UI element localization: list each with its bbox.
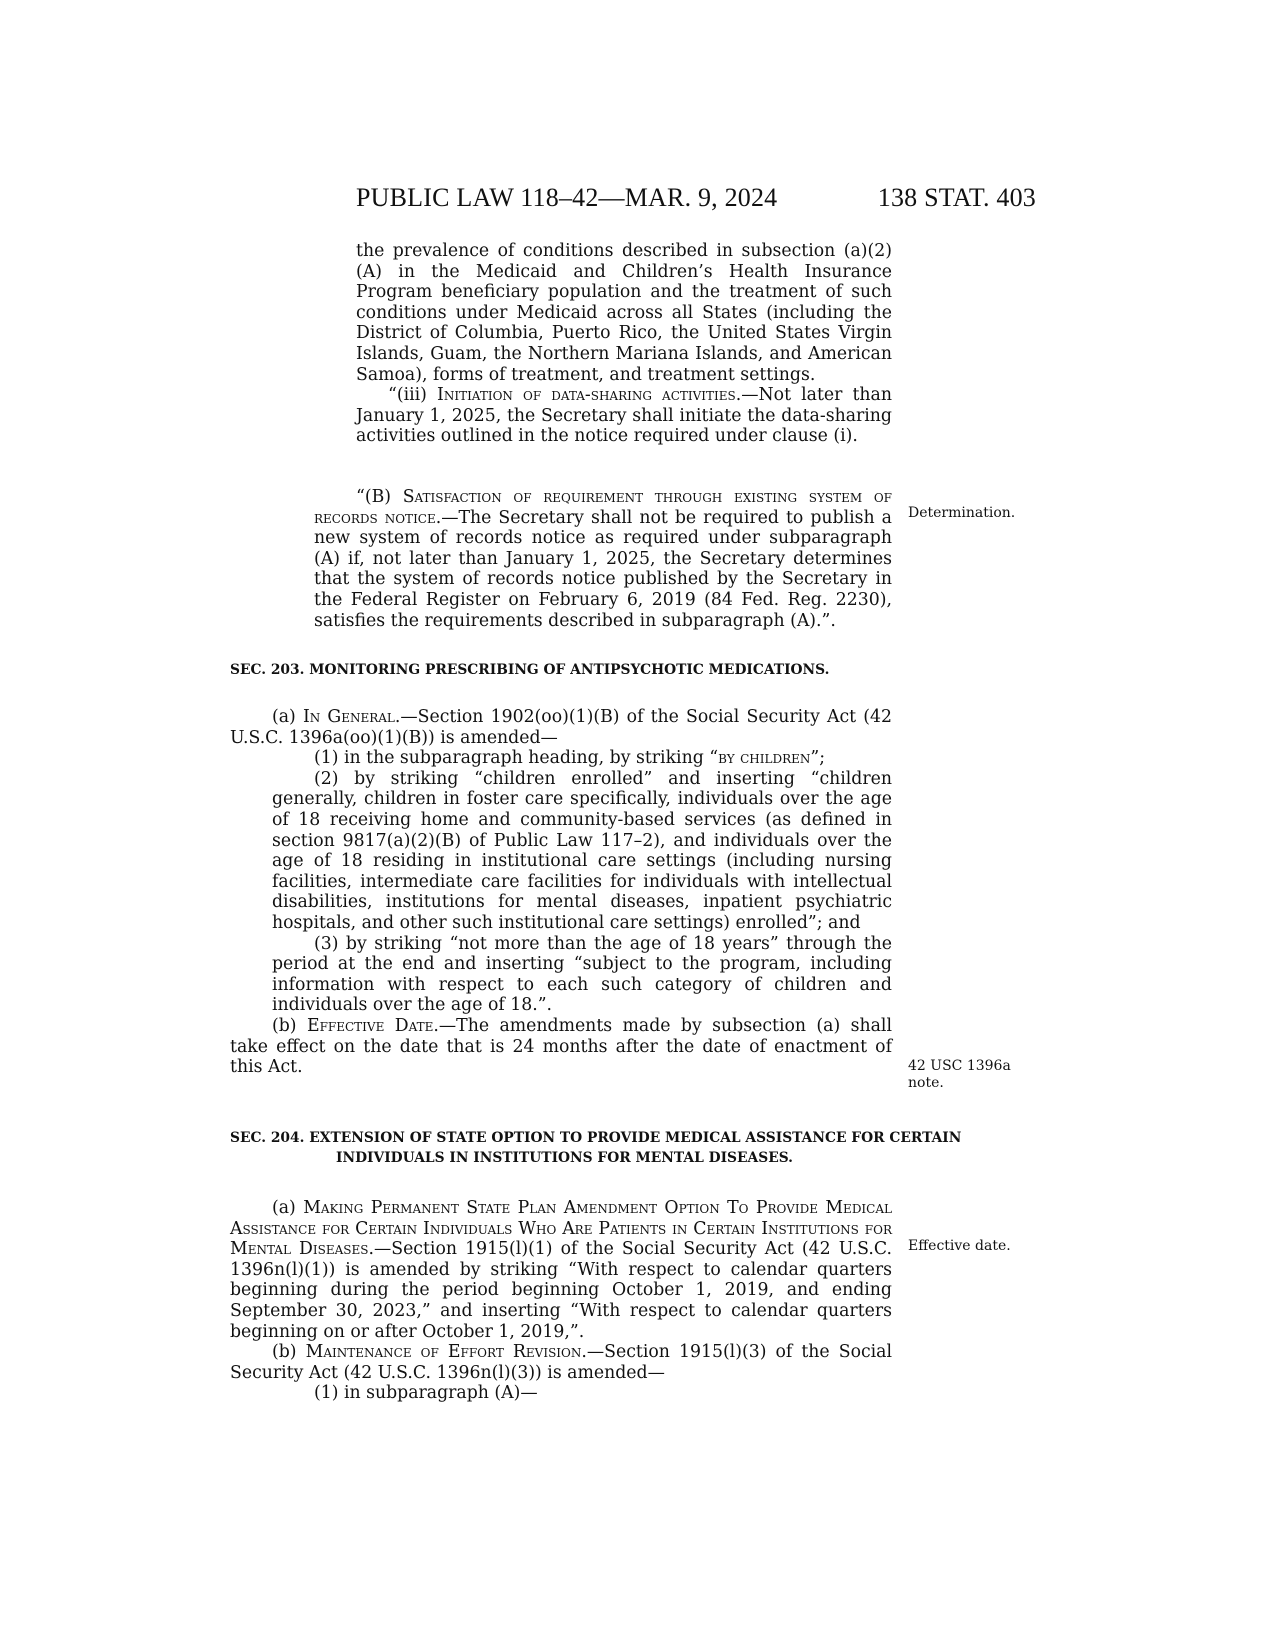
margin-note-effective-date: Effective date. (908, 1238, 1011, 1254)
margin-note-usc (908, 1058, 1011, 1092)
sec203-subsection-a: (a) In General.—Section 1902(oo)(1)(B) of the Social Security Act (42 U.S.C. 1396a(oo)(1)(B)) is amended— (230, 707, 892, 748)
margin-note-usc-line2: note. (908, 1075, 944, 1091)
sec203-a-heading: In General (302, 707, 395, 727)
section-204-title: SEC. 204. EXTENSION OF STATE OPTION TO PROVIDE MEDICAL ASSISTANCE FOR CERTAIN INDIVIDUALS IN INSTITUTIONS FOR MENTAL DISEASES. (230, 1130, 962, 1166)
running-head: PUBLIC LAW 118–42—MAR. 9, 2024 (356, 183, 778, 212)
margin-note-determination: Determination. (908, 505, 1016, 521)
sec204-subsection-a: (a) Making Permanent State Plan Amendment Option To Provide Medical Assistance for Certain Individuals Who Are Patients in Certain Institutions for Mental Diseases.—Section 1915(l)(1) of the Social Security Act (42 U.S.C. 1396n(l)(1)) is amended by striking “With respect to calendar quarters beginning during the period beginning October 1, 2019, and ending September 30, 2023,” and inserting “With respect to calendar quarters beginning on or after October 1, 2019,”. (230, 1198, 892, 1342)
clause-iii: “(iii) Initiation of data-sharing activities.—Not later than January 1, 2025, the Secretary shall initiate the data-sharing activities outlined in the notice required under clause (i). (356, 385, 892, 447)
sec203-item-3: (3) by striking “not more than the age of 18 years” through the period at the end and inserting “subject to the program, including information with respect to each such category of children and individuals over the age of 18.”. (272, 933, 892, 1016)
sec203-item-1: (1) in the subparagraph heading, by striking “by children”; (314, 748, 826, 769)
section-204-body (230, 1198, 892, 1404)
subparagraph-b-heading: Satisfaction of requirement through existing system of records notice (314, 487, 892, 528)
page-header (356, 183, 1036, 217)
sec203-item-2: (2) by striking “children enrolled” and inserting “children generally, children in foster care specifically, individuals over the age of 18 receiving home and community-based services (as defined in section 9817(a)(2)(B) of Public Law 117–2), and individuals over the age of 18 residing in institutional care settings (including nursing facilities, intermediate care facilities for individuals with intellectual disabilities, institutions for mental diseases, inpatient psychiatric hospitals, and other such institutional care settings) enrolled”; and (272, 768, 892, 933)
sec203-subsection-b: (b) Effective Date.—The amendments made by subsection (a) shall take effect on the date that is 24 months after the date of enactment of this Act. (230, 1015, 892, 1078)
sec203-b-heading: Effective Date (306, 1015, 434, 1036)
subparagraph-b: “(B) Satisfaction of requirement through existing system of records notice.—The Secretary shall not be required to publish a new system of records notice as required under subparagraph (A) if, not later than January 1, 2025, the Secretary determines that the system of records notice published by the Secretary in the Federal Register on February 6, 2019 (84 Fed. Reg. 2230), satisfies the requirements described in subparagraph (A).”. (314, 487, 892, 631)
clause-iii-heading: Initiation of data-sharing activities (437, 385, 736, 406)
sec204-a-heading: Making Permanent State Plan Amendment Option To Provide Medical Assistance for Certain Individuals Who Are Patients in Certain Institutions for Mental Diseases (230, 1198, 892, 1260)
stat-page-number: 138 STAT. 403 (877, 183, 1036, 212)
section-203-body (230, 707, 892, 1078)
margin-note-usc-line1: 42 USC 1396a (908, 1058, 1011, 1074)
sec204-item-1: (1) in subparagraph (A)— (314, 1383, 538, 1404)
section-203-title: SEC. 203. MONITORING PRESCRIBING OF ANTIPSYCHOTIC MEDICATIONS. (230, 662, 830, 678)
clause-ii-continuation: the prevalence of conditions described in subsection (a)(2)(A) in the Medicaid and Children’s Health Insurance Program beneficiary population and the treatment of such conditions under Medicaid across all States (including the District of Columbia, Puerto Rico, the United States Virgin Islands, Guam, the Northern Mariana Islands, and American Samoa), forms of treatment, and treatment settings. (356, 241, 892, 385)
sec204-b-heading: Maintenance of Effort Revision (305, 1342, 582, 1363)
sec204-subsection-b: (b) Maintenance of Effort Revision.—Section 1915(l)(3) of the Social Security Act (42 U.S.C. 1396n(l)(3)) is amended— (230, 1342, 893, 1383)
continuation-block (356, 241, 892, 447)
